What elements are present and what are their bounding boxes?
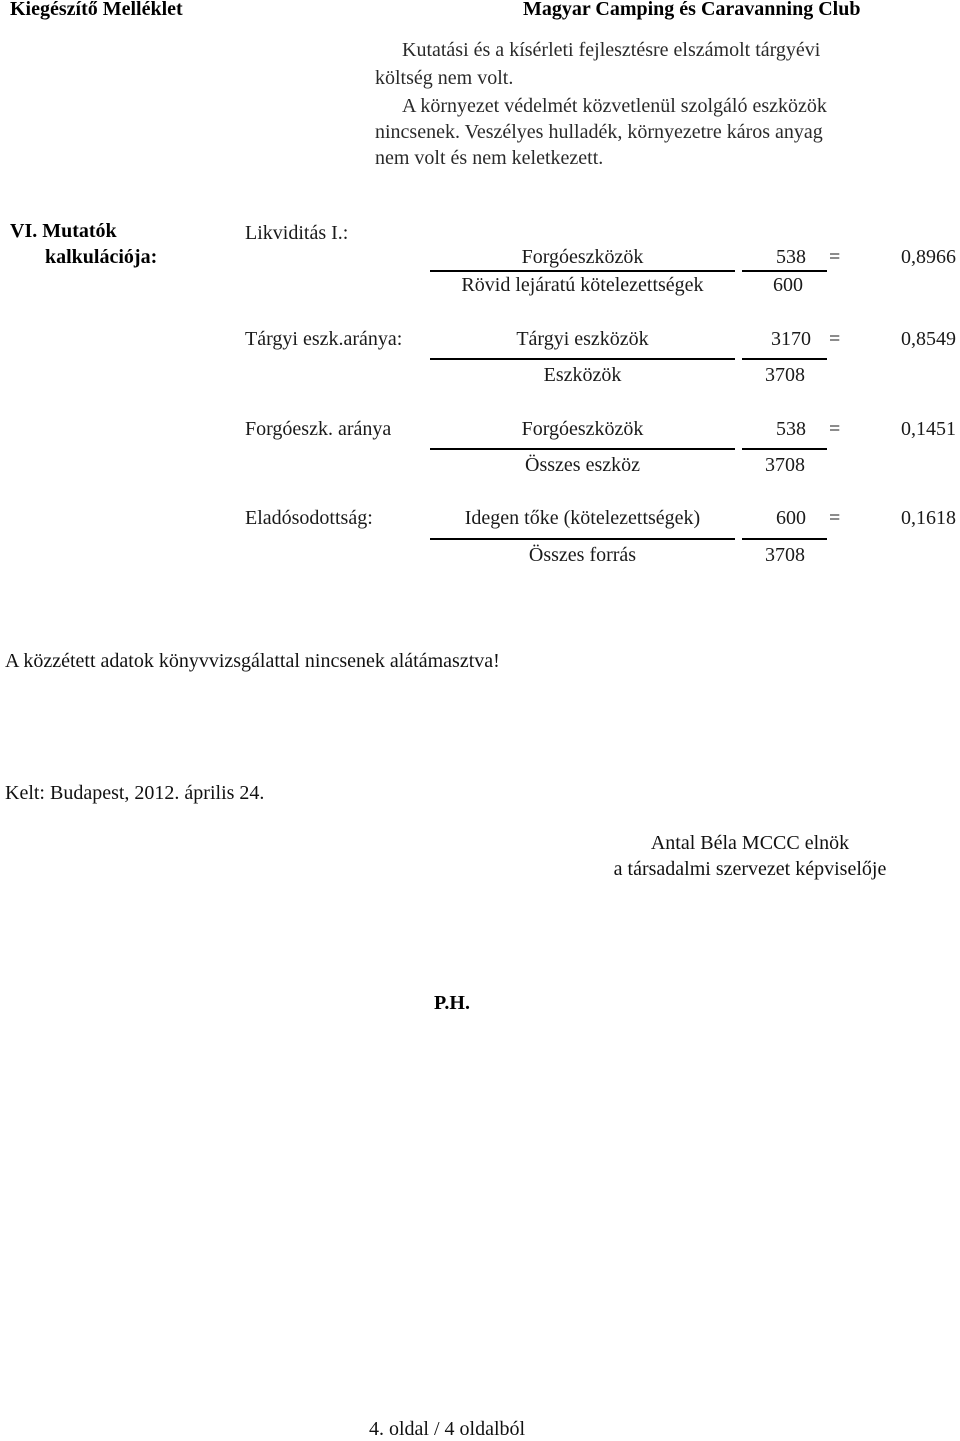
- denominator-value: 3708: [765, 544, 805, 566]
- ratio-label: Tárgyi eszk.aránya:: [245, 328, 403, 350]
- place-date: Kelt: Budapest, 2012. április 24.: [5, 782, 265, 804]
- ratio-label: Likviditás I.:: [245, 222, 349, 244]
- header-right: Magyar Camping és Caravanning Club: [523, 0, 861, 20]
- ratio-result: 0,8966: [901, 246, 956, 268]
- equals-sign: =: [829, 418, 841, 440]
- numerator-value: 600: [776, 507, 806, 529]
- equals-sign: =: [829, 507, 841, 529]
- fraction-line: [742, 358, 827, 360]
- numerator-label: Tárgyi eszközök: [516, 328, 649, 350]
- denominator-label: Eszközök: [543, 364, 622, 386]
- ratio-label: Eladósodottság:: [245, 507, 373, 529]
- intro-line-4: nincsenek. Veszélyes hulladék, környezetre káros anyag: [375, 121, 823, 143]
- ratio-result: 0,8549: [901, 328, 956, 350]
- fraction-line: [742, 448, 827, 450]
- numerator-label: Idegen tőke (kötelezettségek): [464, 507, 701, 529]
- fraction-line: [742, 538, 827, 540]
- numerator-label: Forgóeszközök: [521, 246, 644, 268]
- signatory-role: a társadalmi szervezet képviselője: [613, 858, 887, 880]
- fraction-line: [430, 538, 735, 540]
- signatory-name: Antal Béla MCCC elnök: [650, 832, 850, 854]
- audit-notice: A közzétett adatok könyvvizsgálattal nincsenek alátámasztva!: [5, 650, 500, 672]
- ratio-result: 0,1618: [901, 507, 956, 529]
- fraction-line: [430, 448, 735, 450]
- header-left: Kiegészítő Melléklet: [10, 0, 183, 20]
- ratio-result: 0,1451: [901, 418, 956, 440]
- denominator-value: 3708: [765, 454, 805, 476]
- denominator-label: Rövid lejáratú kötelezettségek: [461, 274, 704, 296]
- denominator-label: Összes forrás: [528, 544, 637, 566]
- fraction-line: [430, 358, 735, 360]
- fraction-line: [430, 270, 735, 272]
- page-footer: 4. oldal / 4 oldalból: [369, 1418, 526, 1440]
- denominator-label: Összes eszköz: [525, 454, 640, 476]
- intro-line-5: nem volt és nem keletkezett.: [375, 147, 604, 169]
- section-title-1: VI. Mutatók: [10, 220, 117, 242]
- stamp-label: P.H.: [434, 992, 470, 1014]
- intro-line-3: A környezet védelmét közvetlenül szolgáló eszközök: [402, 95, 827, 117]
- denominator-value: 3708: [765, 364, 805, 386]
- fraction-line: [742, 270, 827, 272]
- denominator-value: 600: [773, 274, 803, 296]
- equals-sign: =: [829, 328, 841, 350]
- section-title-2: kalkulációja:: [45, 246, 158, 268]
- numerator-value: 3170: [771, 328, 811, 350]
- equals-sign: =: [829, 246, 841, 268]
- numerator-value: 538: [776, 246, 806, 268]
- intro-line-1: Kutatási és a kísérleti fejlesztésre elszámolt tárgyévi: [402, 39, 821, 61]
- ratio-label: Forgóeszk. aránya: [245, 418, 392, 440]
- numerator-value: 538: [776, 418, 806, 440]
- numerator-label: Forgóeszközök: [521, 418, 644, 440]
- intro-line-2: költség nem volt.: [375, 67, 514, 89]
